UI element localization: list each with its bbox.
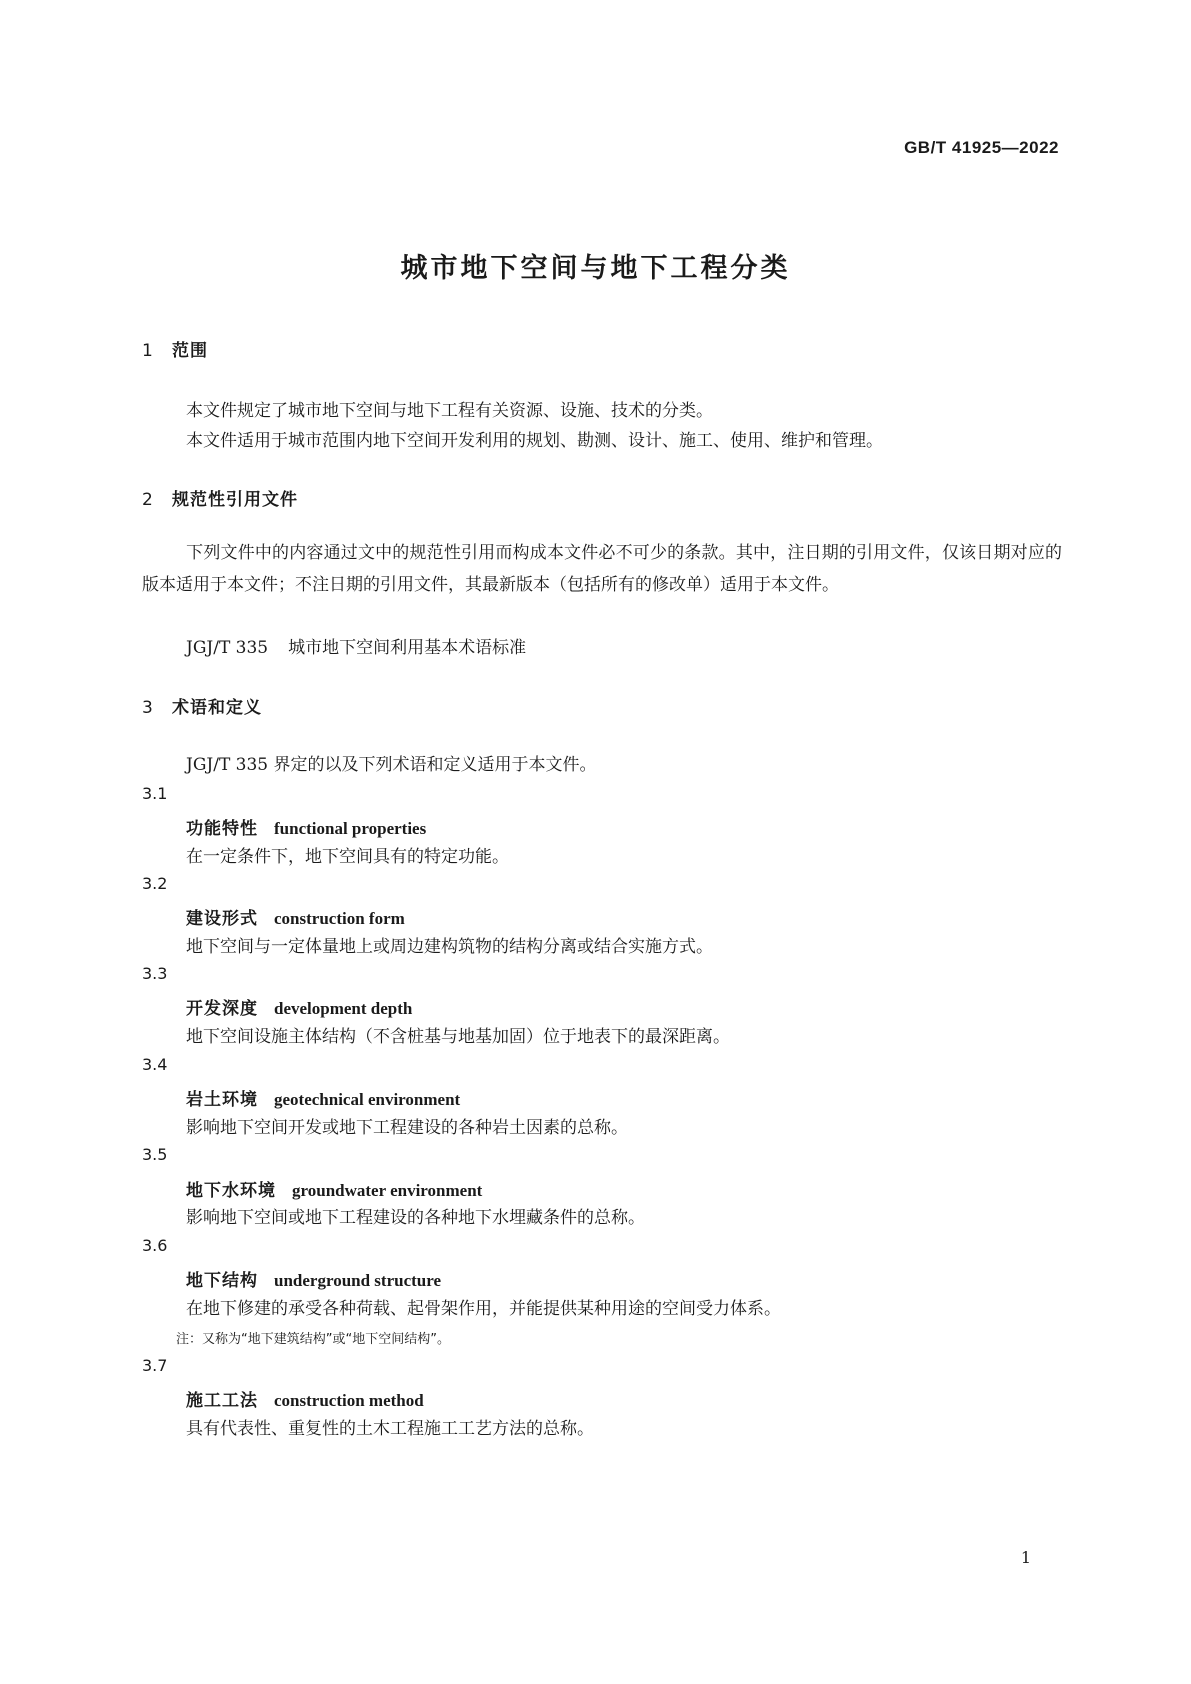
term-number: 3.1: [142, 784, 168, 803]
scope-paragraph-2: 本文件适用于城市范围内地下空间开发利用的规划、勘测、设计、施工、使用、维护和管理。: [186, 431, 883, 451]
section-number: 3: [142, 698, 154, 718]
term-zh: 建设形式: [186, 909, 258, 929]
term-note: 注：又称为“地下建筑结构”或“地下空间结构”。: [176, 1332, 450, 1347]
term-zh: 施工工法: [186, 1391, 258, 1411]
scope-paragraph-1: 本文件规定了城市地下空间与地下工程有关资源、设施、技术的分类。: [186, 401, 713, 421]
section-heading-normative-references: [142, 485, 298, 510]
term-en: groundwater environment: [292, 1181, 483, 1200]
term-en: geotechnical environment: [274, 1090, 461, 1109]
references-intro-text: 下列文件中的内容通过文中的规范性引用而构成本文件必不可少的条款。其中，注日期的引用文件，仅该日期对应的版本适用于本文件；不注日期的引用文件，其最新版本（包括所有的修改单）适用于本文件。: [142, 543, 1062, 595]
term-zh: 功能特性: [186, 819, 258, 839]
term-definition: 在地下修建的承受各种荷载、起骨架作用，并能提供某种用途的空间受力体系。: [186, 1299, 781, 1319]
term-zh: 岩土环境: [186, 1090, 258, 1110]
term-heading: [186, 1176, 482, 1201]
term-en: construction form: [274, 909, 405, 928]
term-heading: [186, 1386, 424, 1411]
section-heading-terms: [142, 693, 262, 718]
term-heading: [186, 1085, 460, 1110]
term-en: underground structure: [274, 1271, 442, 1290]
section-title: 规范性引用文件: [172, 490, 298, 510]
term-number: 3.6: [142, 1236, 168, 1255]
section-number: 1: [142, 341, 154, 361]
term-number: 3.4: [142, 1055, 168, 1074]
page-number: 1: [1020, 1548, 1031, 1567]
term-number: 3.2: [142, 874, 168, 893]
term-en: functional properties: [274, 819, 427, 838]
term-number: 3.7: [142, 1356, 168, 1375]
term-definition: 影响地下空间开发或地下工程建设的各种岩土因素的总称。: [186, 1118, 628, 1138]
reference-entry: [186, 633, 526, 658]
term-definition: 地下空间设施主体结构（不含桩基与地基加固）位于地表下的最深距离。: [186, 1027, 730, 1047]
term-zh: 地下水环境: [186, 1181, 276, 1201]
section-number: 2: [142, 490, 154, 510]
term-en: development depth: [274, 999, 413, 1018]
term-en: construction method: [274, 1391, 424, 1410]
reference-code: JGJ/T 335: [186, 638, 269, 658]
section-title: 范围: [172, 341, 208, 361]
term-definition: 影响地下空间或地下工程建设的各种地下水埋藏条件的总称。: [186, 1208, 645, 1228]
term-heading: [186, 904, 405, 929]
term-zh: 开发深度: [186, 999, 258, 1019]
section-title: 术语和定义: [172, 698, 262, 718]
standard-code: GB/T 41925—2022: [904, 138, 1059, 157]
term-number: 3.5: [142, 1145, 168, 1164]
term-definition: 地下空间与一定体量地上或周边建构筑物的结构分离或结合实施方式。: [186, 937, 713, 957]
section-heading-scope: [142, 336, 208, 361]
term-definition: 在一定条件下，地下空间具有的特定功能。: [186, 847, 509, 867]
term-heading: [186, 814, 426, 839]
term-definition: 具有代表性、重复性的土木工程施工工艺方法的总称。: [186, 1419, 594, 1439]
term-number: 3.3: [142, 964, 168, 983]
term-heading: [186, 1266, 441, 1291]
term-zh: 地下结构: [186, 1271, 258, 1291]
term-heading: [186, 994, 412, 1019]
terms-intro: JGJ/T 335 界定的以及下列术语和定义适用于本文件。: [186, 755, 597, 775]
document-title: 城市地下空间与地下工程分类: [400, 253, 791, 284]
references-intro-paragraph: [142, 537, 1062, 601]
reference-title: 城市地下空间利用基本术语标准: [288, 638, 527, 658]
